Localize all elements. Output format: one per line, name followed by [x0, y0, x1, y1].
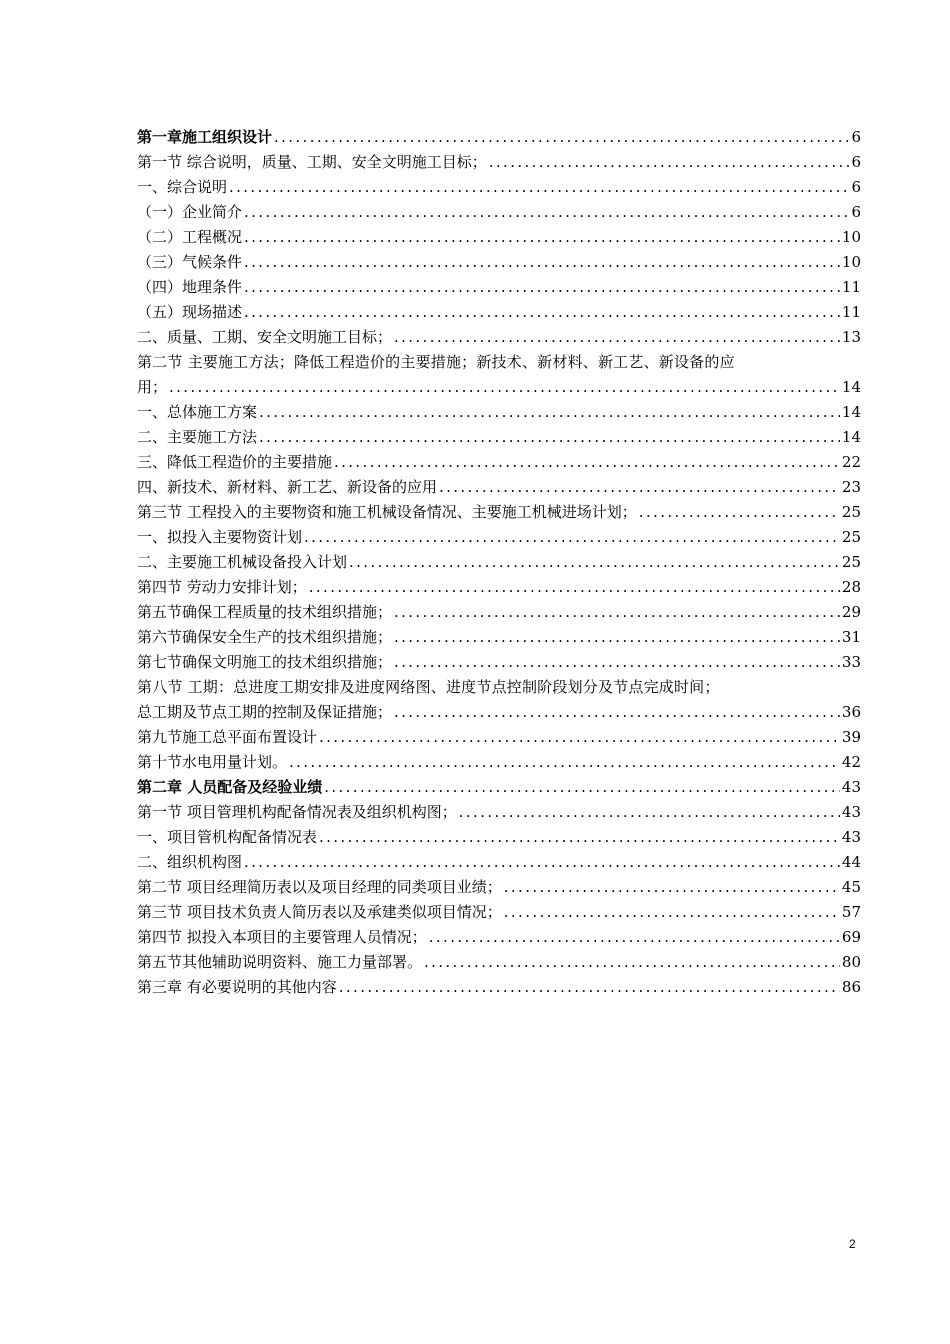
toc-entry-title: 第二章 人员配备及经验业绩 — [137, 778, 323, 796]
toc-entry-title: 第五节其他辅助说明资料、施工力量部署。 — [137, 953, 423, 971]
toc-dot-leader — [339, 975, 840, 1000]
toc-entry[interactable] — [137, 325, 861, 350]
toc-dot-leader — [429, 925, 840, 950]
toc-entry[interactable] — [137, 975, 861, 1000]
toc-dot-leader — [259, 400, 840, 425]
toc-entry[interactable] — [137, 750, 861, 775]
toc-entry[interactable] — [137, 800, 861, 825]
toc-dot-leader — [639, 500, 840, 525]
toc-entry[interactable] — [137, 375, 861, 400]
toc-entry-title: 第二节 项目经理简历表以及项目经理的同类项目业绩； — [137, 878, 502, 896]
toc-entry-title: 一、拟投入主要物资计划 — [137, 528, 303, 546]
toc-entry-title: 第四节 拟投入本项目的主要管理人员情况； — [137, 928, 427, 946]
toc-entry-page: 80 — [841, 953, 861, 971]
toc-dot-leader — [439, 475, 840, 500]
toc-dot-leader — [244, 275, 840, 300]
toc-entry[interactable] — [137, 225, 861, 250]
toc-entry-title: 二、主要施工机械设备投入计划 — [137, 553, 348, 571]
page-number: 2 — [849, 1237, 856, 1251]
toc-entry-title: 第七节确保文明施工的技术组织措施； — [137, 653, 393, 671]
toc-entry[interactable] — [137, 250, 861, 275]
toc-entry-page: 45 — [841, 878, 861, 896]
toc-entry[interactable] — [137, 875, 861, 900]
toc-entry[interactable] — [137, 600, 861, 625]
toc-dot-leader — [394, 700, 840, 725]
toc-entry[interactable] — [137, 450, 861, 475]
toc-entry[interactable] — [137, 425, 861, 450]
toc-entry-page: 6 — [851, 153, 861, 171]
toc-entry-title: 一、综合说明 — [137, 178, 228, 196]
toc-dot-leader — [244, 225, 840, 250]
toc-entry-page: 6 — [851, 128, 861, 146]
toc-entry[interactable] — [137, 725, 861, 750]
toc-entry-page: 43 — [841, 828, 861, 846]
toc-entry-title: 二、主要施工方法 — [137, 428, 258, 446]
toc-entry-page: 69 — [841, 928, 861, 946]
toc-entry-line: 第二节 主要施工方法；降低工程造价的主要措施；新技术、新材料、新工艺、新设备的应 — [137, 353, 735, 371]
toc-entry-page: 39 — [841, 728, 861, 746]
toc-entry-title: 二、质量、工期、安全文明施工目标； — [137, 328, 393, 346]
toc-entry-title: 第三节 工程投入的主要物资和施工机械设备情况、主要施工机械进场计划； — [137, 503, 637, 521]
toc-entry-title: 第五节确保工程质量的技术组织措施； — [137, 603, 393, 621]
toc-entry-title: 二、组织机构图 — [137, 853, 243, 871]
toc-entry-page: 23 — [841, 478, 861, 496]
toc-dot-leader — [394, 325, 840, 350]
toc-entry-page: 14 — [841, 428, 861, 446]
toc-entry-title: 第一章施工组织设计 — [137, 128, 273, 146]
toc-dot-leader — [244, 200, 849, 225]
toc-entry-page: 11 — [841, 278, 861, 296]
toc-entry-page: 6 — [851, 178, 861, 196]
toc-dot-leader — [259, 425, 840, 450]
toc-entry[interactable] — [137, 825, 861, 850]
toc-entry[interactable] — [137, 125, 861, 150]
toc-entry-title: 第一节 项目管理机构配备情况表及组织机构图； — [137, 803, 457, 821]
toc-entry-title: 用； — [137, 378, 168, 396]
toc-dot-leader — [394, 625, 840, 650]
toc-entry-page: 11 — [841, 303, 861, 321]
toc-entry-title: 一、项目管机构配备情况表 — [137, 828, 318, 846]
toc-entry[interactable] — [137, 400, 861, 425]
toc-entry[interactable] — [137, 650, 861, 675]
toc-dot-leader — [424, 950, 840, 975]
toc-entry[interactable] — [137, 850, 861, 875]
toc-entry-page: 57 — [841, 903, 861, 921]
toc-entry[interactable] — [137, 775, 861, 800]
toc-entry[interactable] — [137, 575, 861, 600]
toc-entry-title: 第一节 综合说明，质量、工期、安全文明施工目标； — [137, 153, 487, 171]
toc-entry[interactable] — [137, 525, 861, 550]
toc-entry-page: 28 — [841, 578, 861, 596]
toc-entry-title: 第九节施工总平面布置设计 — [137, 728, 318, 746]
toc-entry-title: 第三章 有必要说明的其他内容 — [137, 978, 337, 996]
toc-entry-page: 86 — [841, 978, 861, 996]
toc-dot-leader — [334, 450, 840, 475]
toc-entry-title: 总工期及节点工期的控制及保证措施； — [137, 703, 393, 721]
toc-dot-leader — [489, 150, 850, 175]
toc-entry-title: 第十节水电用量计划。 — [137, 753, 288, 771]
toc-entry-page: 44 — [841, 853, 861, 871]
toc-entry-page: 43 — [841, 803, 861, 821]
toc-dot-leader — [229, 175, 849, 200]
toc-entry[interactable] — [137, 700, 861, 725]
toc-entry-title: 第六节确保安全生产的技术组织措施； — [137, 628, 393, 646]
toc-entry-page: 25 — [841, 528, 861, 546]
toc-dot-leader — [309, 575, 840, 600]
toc-dot-leader — [394, 650, 840, 675]
toc-entry-title: （四）地理条件 — [137, 278, 243, 296]
toc-entry-title: 第四节 劳动力安排计划； — [137, 578, 307, 596]
toc-entry-page: 14 — [841, 403, 861, 421]
toc-entry-title: 第三节 项目技术负责人简历表以及承建类似项目情况； — [137, 903, 502, 921]
toc-dot-leader — [459, 800, 840, 825]
toc-entry-page: 31 — [841, 628, 861, 646]
toc-dot-leader — [244, 250, 840, 275]
toc-entry[interactable] — [137, 175, 861, 200]
toc-dot-leader — [244, 300, 840, 325]
toc-dot-leader — [319, 825, 840, 850]
toc-entry-page: 6 — [851, 203, 861, 221]
toc-entry-title: 三、降低工程造价的主要措施 — [137, 453, 333, 471]
toc-entry-title: 一、总体施工方案 — [137, 403, 258, 421]
toc-dot-leader — [274, 125, 849, 150]
toc-entry[interactable] — [137, 925, 861, 950]
toc-entry-page: 29 — [841, 603, 861, 621]
toc-entry[interactable] — [137, 200, 861, 225]
toc-entry[interactable] — [137, 300, 861, 325]
toc-entry[interactable] — [137, 950, 861, 975]
toc-entry[interactable] — [137, 550, 861, 575]
toc-dot-leader — [349, 550, 840, 575]
toc-dot-leader — [244, 850, 840, 875]
toc-entry-page: 36 — [841, 703, 861, 721]
toc-dot-leader — [394, 600, 840, 625]
toc-dot-leader — [324, 775, 840, 800]
toc-entry-page: 25 — [841, 503, 861, 521]
toc-entry[interactable] — [137, 625, 861, 650]
toc-entry-page: 42 — [841, 753, 861, 771]
toc-entry-title: （三）气候条件 — [137, 253, 243, 271]
toc-dot-leader — [504, 875, 840, 900]
toc-entry-title: 四、新技术、新材料、新工艺、新设备的应用 — [137, 478, 438, 496]
toc-entry[interactable] — [137, 500, 861, 525]
toc-entry[interactable] — [137, 900, 861, 925]
toc-entry-title: （五）现场描述 — [137, 303, 243, 321]
toc-entry-page: 43 — [841, 778, 861, 796]
toc-entry-page: 33 — [841, 653, 861, 671]
toc-entry-page: 10 — [841, 228, 861, 246]
toc-entry[interactable] — [137, 475, 861, 500]
toc-dot-leader — [504, 900, 840, 925]
toc-entry-page: 13 — [841, 328, 861, 346]
table-of-contents — [137, 125, 861, 1000]
toc-entry-page: 25 — [841, 553, 861, 571]
toc-entry[interactable] — [137, 150, 861, 175]
toc-entry-page: 14 — [841, 378, 861, 396]
toc-dot-leader — [319, 725, 840, 750]
toc-dot-leader — [169, 375, 840, 400]
toc-dot-leader — [289, 750, 840, 775]
toc-entry-title: （二）工程概况 — [137, 228, 243, 246]
toc-entry-line: 第八节 工期：总进度工期安排及进度网络图、进度节点控制阶段划分及节点完成时间； — [137, 678, 720, 696]
toc-entry[interactable] — [137, 275, 861, 300]
toc-entry-title: （一）企业简介 — [137, 203, 243, 221]
toc-dot-leader — [304, 525, 840, 550]
toc-entry-page: 22 — [841, 453, 861, 471]
toc-entry-page: 10 — [841, 253, 861, 271]
